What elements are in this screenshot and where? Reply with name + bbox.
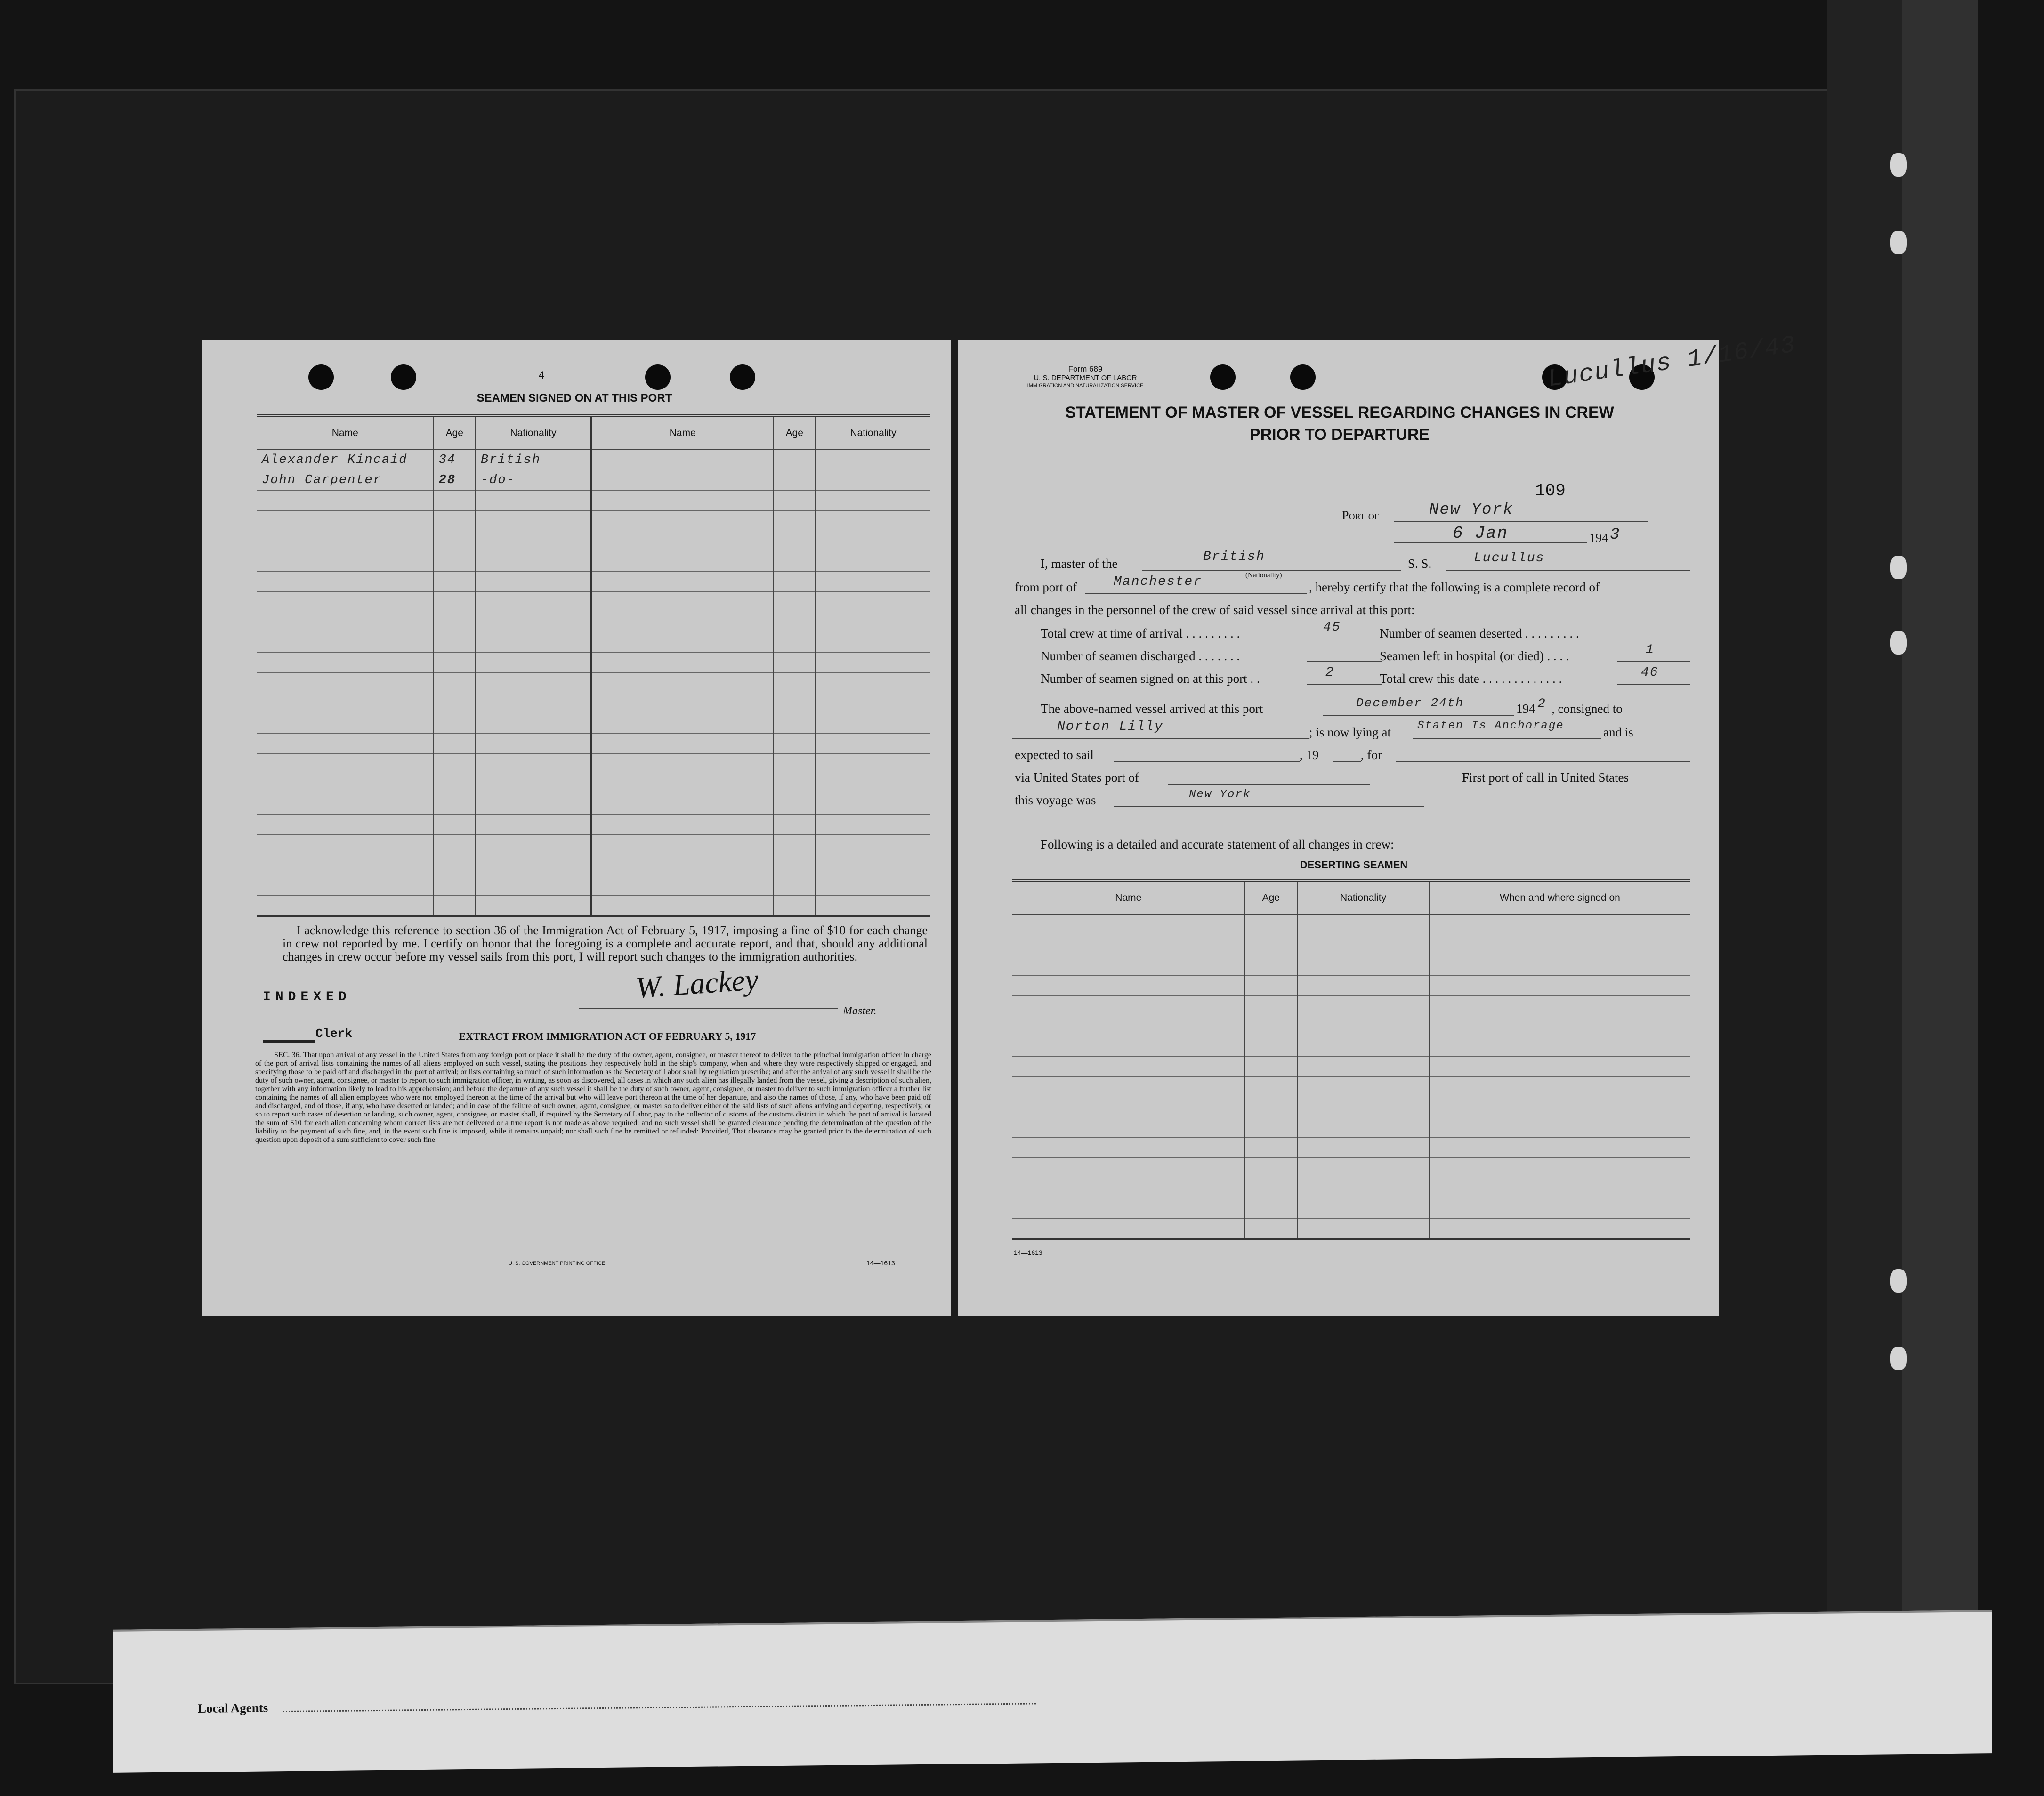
stamp-number: 109 xyxy=(1535,481,1566,501)
extract-title: EXTRACT FROM IMMIGRATION ACT OF FEBRUARY 5, 1917 xyxy=(459,1030,756,1042)
consignee-line xyxy=(1012,738,1309,739)
master-label: Master. xyxy=(843,1005,877,1017)
binder-hole xyxy=(1890,153,1907,177)
binder-hole xyxy=(1890,556,1907,579)
signed-on-table xyxy=(257,414,930,917)
right-page xyxy=(958,331,1798,1316)
certify-text-2: all changes in the personnel of the crew of said vessel since arrival at this port: xyxy=(1015,603,1415,617)
form-number: Form 689 xyxy=(1068,364,1103,373)
corner-note: Lucullus 1/16/43 xyxy=(1546,331,1798,394)
table-row xyxy=(257,693,930,713)
seaman-age: 34 xyxy=(434,450,476,470)
department-name: U. S. DEPARTMENT OF LABOR xyxy=(1034,374,1137,382)
punch-hole xyxy=(308,364,334,390)
discharged-label: Number of seamen discharged . . . . . . . xyxy=(1041,649,1240,663)
extract-text: SEC. 36. That upon arrival of any vessel in the United States from any foreign port or place it shall be the duty of the owner, agent, consignee, or master thereof to deliver to the principal immigration officer in charge of the port of arrival lists containing the names of all aliens employed on such vessel, stating the positions they respectively hold in the ship's company, when and where they were respectively shipped or engaged, and specifying those to be paid off and discharged in the port of arrival; or lists containing so much of such information as the Secretary of Labor shall by regulation prescribe; and after the arrival of any such vessel it shall be the duty of such owner, agent, consignee, or master to report to such immigration officer, in writing, as soon as discovered, all cases in which any such alien has illegally landed from the vessel, giving a description of such alien, together with any information likely to lead to his apprehension; and before the departure of any such vessel it shall be the duty of such owner, agent, consignee, or master to deliver to such immigration officer a further list containing the names of all alien employees who were not employed thereon at the time of the arrival but who will leave port thereon at the time of her departure, and also the names of those, if any, who have been paid off and discharged, and of those, if any, who have deserted or landed; and in case of the failure of such owner, agent, consignee, or master so to deliver either of the said lists of such aliens arriving and departing, respectively, or so to report such cases of desertion or landing, such owner, agent, consignee, or master shall, if required by the Secretary of Labor, pay to the collector of customs of the customs district in which the port of arrival is located the sum of $10 for each alien concerning whom correct lists are not delivered or a true report is not made as above required; and no such vessel shall be granted clearance pending the determination of the question of the liability to the payment of such fine, and, in the event such fine is imposed, while it remains unpaid; nor shall such fine be remitted or refunded: Provided, That clearance may be granted prior to the determination of such question upon deposit of a sum sufficient to cover such fine. xyxy=(255,1051,931,1144)
table-row xyxy=(257,673,930,693)
local-agents-label: Local Agents xyxy=(198,1700,268,1716)
form-title-line2: PRIOR TO DEPARTURE xyxy=(1249,426,1430,444)
arrived-value: December 24th xyxy=(1356,696,1464,710)
punch-hole xyxy=(645,364,671,390)
punch-hole xyxy=(391,364,416,390)
ship-value: Lucullus xyxy=(1474,551,1545,566)
col-name: Name xyxy=(257,416,434,450)
lying-value: Staten Is Anchorage xyxy=(1417,720,1564,732)
table-row xyxy=(1012,976,1690,996)
binder-hole xyxy=(1890,231,1907,254)
nationality-value: British xyxy=(1203,550,1265,564)
table-row xyxy=(257,875,930,896)
for-label: , for xyxy=(1361,748,1382,762)
table-row xyxy=(257,653,930,673)
table-row xyxy=(1012,914,1690,935)
table-row xyxy=(1012,1219,1690,1240)
table-row xyxy=(257,592,930,612)
master-signature-line xyxy=(579,1008,838,1009)
table-row xyxy=(257,713,930,734)
table-row xyxy=(1012,955,1690,976)
arrived-line xyxy=(1323,715,1514,716)
binder-hole xyxy=(1890,631,1907,655)
from-port-label: from port of xyxy=(1015,580,1077,594)
total-crew-arrival-label: Total crew at time of arrival . . . . . . . . . xyxy=(1041,626,1240,640)
total-today-value: 46 xyxy=(1641,665,1659,680)
table-row xyxy=(1012,1097,1690,1117)
signed-on-label: Number of seamen signed on at this port . . xyxy=(1041,671,1260,686)
table-row xyxy=(257,470,930,491)
voyage-line xyxy=(1114,806,1424,807)
destination-line xyxy=(1396,761,1690,762)
table-row xyxy=(257,835,930,855)
table-row xyxy=(257,632,930,653)
binder-hole xyxy=(1890,1269,1907,1293)
bottom-paper-strip xyxy=(113,1610,1992,1773)
nationality-line xyxy=(1142,570,1401,571)
col-nationality-2: Nationality xyxy=(816,416,930,450)
year-blank: , 19 xyxy=(1300,748,1319,762)
table-row xyxy=(257,572,930,592)
following-text: Following is a detailed and accurate statement of all changes in crew: xyxy=(1041,837,1394,851)
from-port-value: Manchester xyxy=(1114,574,1203,589)
deserted-label: Number of seamen deserted . . . . . . . . . xyxy=(1380,626,1579,640)
table-row xyxy=(257,774,930,794)
table-row xyxy=(257,450,930,470)
discharged-line xyxy=(1307,661,1382,662)
table-row xyxy=(1012,1016,1690,1036)
expected-label: expected to sail xyxy=(1015,748,1094,762)
table-row xyxy=(1012,1178,1690,1198)
col-age-2: Age xyxy=(774,416,816,450)
date-value: 6 Jan xyxy=(1453,524,1509,543)
port-label: Port of xyxy=(1342,509,1379,522)
arrived-year: 2 xyxy=(1537,697,1546,712)
acknowledgement-text: I acknowledge this reference to section 36 of the Immigration Act of February 5, 1917, imposing a fine of $10 for each change in crew not reported by me. I certify on honor that the foregoing is a complete and accurate report, and that, should any additional changes in crew occur before my vessel sails from this port, I will report such changes to the immigration authorities. xyxy=(283,923,928,963)
table-row xyxy=(1012,1036,1690,1057)
deserting-table xyxy=(1012,879,1690,1240)
signed-on-value: 2 xyxy=(1325,665,1334,680)
printing-office: U. S. GOVERNMENT PRINTING OFFICE xyxy=(509,1261,606,1266)
seaman-name: Alexander Kincaid xyxy=(257,450,434,470)
col-nationality: Nationality xyxy=(1297,881,1429,914)
arrived-label: The above-named vessel arrived at this port xyxy=(1041,702,1263,716)
form-title-line1: STATEMENT OF MASTER OF VESSEL REGARDING CHANGES IN CREW xyxy=(1065,404,1614,421)
ship-line xyxy=(1446,570,1690,571)
total-today-label: Total crew this date . . . . . . . . . . . . . xyxy=(1380,671,1562,686)
via-label: via United States port of xyxy=(1015,770,1139,785)
seaman-nationality: British xyxy=(476,450,591,470)
clerk-strike xyxy=(263,1040,315,1043)
year-value: 3 xyxy=(1610,526,1621,544)
hospital-line xyxy=(1617,661,1690,662)
service-name: IMMIGRATION AND NATURALIZATION SERVICE xyxy=(1027,383,1144,388)
col-name: Name xyxy=(1012,881,1245,914)
table-row xyxy=(1012,935,1690,955)
total-crew-arrival-value: 45 xyxy=(1323,620,1341,635)
first-port-label: First port of call in United States xyxy=(1462,770,1629,785)
binder-edge xyxy=(1902,0,1978,1695)
table-row xyxy=(1012,1057,1690,1077)
table-row xyxy=(257,815,930,835)
consignee-value: Norton Lilly xyxy=(1057,720,1163,734)
table-row xyxy=(257,734,930,754)
table-row xyxy=(257,491,930,511)
master-signature: W. Lackey xyxy=(634,962,759,1005)
arrived-year-prefix: 194 xyxy=(1516,702,1535,716)
hospital-value: 1 xyxy=(1646,643,1655,657)
table-row xyxy=(1012,1158,1690,1178)
col-age: Age xyxy=(1245,881,1297,914)
left-form-code: 14—1613 xyxy=(866,1259,895,1267)
expected-line xyxy=(1114,761,1300,762)
expected-year-line xyxy=(1333,761,1361,762)
table-row xyxy=(257,551,930,572)
seaman-age: 28 xyxy=(434,470,476,491)
lying-line xyxy=(1413,738,1601,739)
lying-label: ; is now lying at xyxy=(1309,725,1391,739)
left-page xyxy=(202,340,951,1316)
port-line xyxy=(1394,521,1648,522)
table-row xyxy=(1012,1077,1690,1097)
table-row xyxy=(257,794,930,815)
table-row xyxy=(257,855,930,875)
deserting-heading: DESERTING SEAMEN xyxy=(1300,859,1408,871)
port-value: New York xyxy=(1429,501,1514,519)
binder-hole xyxy=(1890,1347,1907,1370)
from-port-line xyxy=(1085,593,1307,594)
right-form-code: 14—1613 xyxy=(1014,1249,1042,1256)
col-age: Age xyxy=(434,416,476,450)
local-agents-line xyxy=(283,1703,1036,1712)
punch-hole xyxy=(730,364,755,390)
table-row xyxy=(257,511,930,531)
voyage-label: this voyage was xyxy=(1015,793,1096,807)
indexed-stamp: INDEXED xyxy=(263,990,351,1004)
table-row xyxy=(257,612,930,632)
table-row xyxy=(1012,1198,1690,1219)
signed-on-line xyxy=(1307,684,1382,685)
year-prefix: 194 xyxy=(1589,531,1608,545)
table-row xyxy=(257,531,930,551)
table-row xyxy=(257,754,930,774)
page-number: 4 xyxy=(538,369,545,381)
seaman-name: John Carpenter xyxy=(257,470,434,491)
table-row xyxy=(257,896,930,917)
certify-text: , hereby certify that the following is a complete record of xyxy=(1309,580,1600,594)
table-row xyxy=(1012,1138,1690,1158)
signed-on-heading: SEAMEN SIGNED ON AT THIS PORT xyxy=(477,392,672,405)
nationality-caption: (Nationality) xyxy=(1245,572,1282,579)
via-line xyxy=(1168,784,1370,785)
consigned-label: , consigned to xyxy=(1551,702,1623,716)
table-row xyxy=(1012,1117,1690,1138)
punch-hole xyxy=(1290,364,1316,390)
hospital-label: Seamen left in hospital (or died) . . . . xyxy=(1380,649,1569,663)
and-is: and is xyxy=(1603,725,1633,739)
seaman-nationality: -do- xyxy=(476,470,591,491)
clerk-stamp: Clerk xyxy=(315,1027,353,1041)
ss-label: S. S. xyxy=(1408,557,1432,571)
col-nationality: Nationality xyxy=(476,416,591,450)
punch-hole xyxy=(1210,364,1236,390)
table-row xyxy=(1012,996,1690,1016)
voyage-value: New York xyxy=(1189,788,1251,801)
col-when-where: When and where signed on xyxy=(1429,881,1690,914)
master-of-the-label: I, master of the xyxy=(1041,557,1118,571)
total-today-line xyxy=(1617,684,1690,685)
col-name-2: Name xyxy=(591,416,774,450)
